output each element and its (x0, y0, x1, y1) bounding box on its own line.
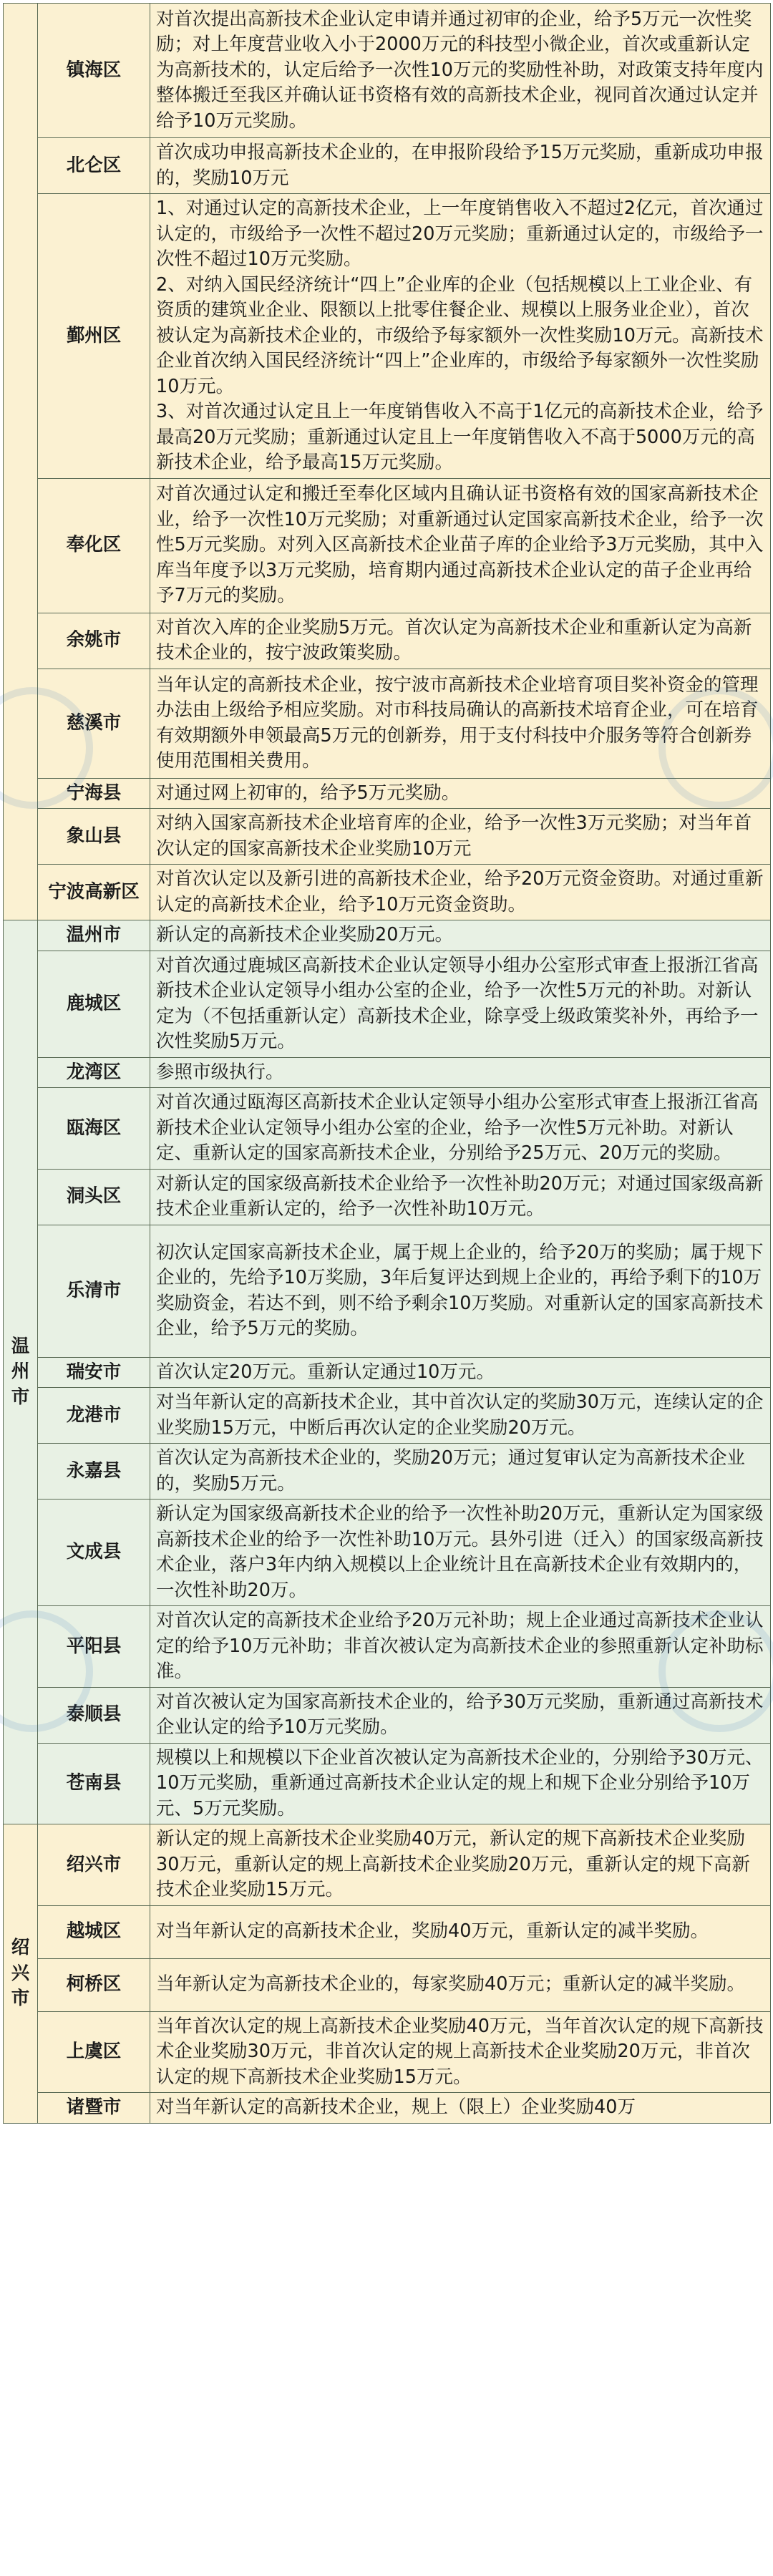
table-row (4, 1958, 771, 2011)
city-cell: 温州市 (4, 920, 38, 1824)
district-cell: 宁波高新区 (38, 865, 150, 920)
table-row (4, 1687, 771, 1743)
policy-paragraph: 对首次被认定为国家高新技术企业的，给予30万元奖励，重新通过高新技术企业认定的给予10万元奖励。 (156, 1691, 764, 1738)
policy-description-cell (150, 2093, 771, 2124)
district-cell: 鹿城区 (38, 951, 150, 1057)
policy-paragraph: 对首次通过鹿城区高新技术企业认定领导小组办公室形式审查上报浙江省高新技术企业认定领导小组办公室的企业，给予一次性5万元的补助。对新认定为（不包括重新认定）高新技术企业，除享受上级政策奖补外，再给予一次性奖励5万元。 (156, 954, 759, 1052)
table-row (4, 865, 771, 920)
policy-paragraph: 对当年新认定的高新技术企业，奖励40万元，重新认定的减半奖励。 (156, 1920, 709, 1943)
policy-description-cell (150, 1500, 771, 1606)
table-row (4, 669, 771, 778)
policy-description-cell (150, 951, 771, 1057)
policy-description-cell (150, 613, 771, 669)
policy-description-cell (150, 809, 771, 865)
district-cell: 宁海县 (38, 778, 150, 809)
policy-paragraph: 对当年新认定的高新技术企业，其中首次认定的奖励30万元，连续认定的企业奖励15万元，中断后再次认定的企业奖励20万元。 (156, 1391, 764, 1439)
policy-table (3, 3, 771, 2124)
city-cell (4, 4, 38, 920)
policy-description-cell (150, 1606, 771, 1688)
policy-description-cell (150, 778, 771, 809)
table-row (4, 920, 771, 951)
policy-description-cell (150, 1088, 771, 1170)
table-row (4, 1388, 771, 1444)
table-row (4, 809, 771, 865)
district-cell: 苍南县 (38, 1743, 150, 1824)
district-cell: 柯桥区 (38, 1958, 150, 2011)
district-cell: 温州市 (38, 920, 150, 951)
district-cell: 绍兴市 (38, 1824, 150, 1906)
policy-paragraph: 2、对纳入国民经济统计“四上”企业库的企业（包括规模以上工业企业、有资质的建筑业企业、限额以上批零住餐企业、规模以上服务业企业），首次被认定为高新技术企业的，市级给予每家额外一次性奖励10万元。高新技术企业首次纳入国民经济统计“四上”企业库的，市级给予每家额外一次性奖励10万元。 (156, 273, 764, 397)
policy-paragraph: 对当年新认定的高新技术企业，规上（限上）企业奖励40万 (156, 2096, 636, 2118)
table-row (4, 478, 771, 613)
policy-paragraph: 对首次入库的企业奖励5万元。首次认定为高新技术企业和重新认定为高新技术企业的，按宁波政策奖励。 (156, 616, 752, 664)
policy-paragraph: 新认定的高新技术企业奖励20万元。 (156, 924, 453, 946)
district-cell: 平阳县 (38, 1606, 150, 1688)
table-row (4, 1225, 771, 1357)
policy-paragraph: 对首次认定以及新引进的高新技术企业，给予20万元资金资助。对通过重新认定的高新技术企业，给予10万元资金资助。 (156, 868, 764, 915)
district-cell: 龙港市 (38, 1388, 150, 1444)
policy-paragraph: 参照市级执行。 (156, 1061, 284, 1083)
table-row (4, 951, 771, 1057)
policy-description-cell (150, 1169, 771, 1225)
policy-description-cell (150, 194, 771, 479)
district-cell: 泰顺县 (38, 1687, 150, 1743)
table-row (4, 2011, 771, 2093)
policy-description-cell (150, 1357, 771, 1388)
district-cell: 越城区 (38, 1905, 150, 1958)
policy-paragraph: 对通过网上初审的，给予5万元奖励。 (156, 782, 460, 804)
policy-paragraph: 对首次通过认定和搬迁至奉化区域内且确认证书资格有效的国家高新技术企业，给予一次性10万元奖励；对重新通过认定国家高新技术企业，给予一次性5万元奖励。对列入区高新技术企业苗子库的企业给予3万元奖励，其中入库当年度予以3万元奖励，培育期内通过高新技术企业认定的苗子企业再给予7万元的奖励。 (156, 483, 764, 607)
district-cell: 永嘉县 (38, 1444, 150, 1500)
policy-paragraph: 新认定的规上高新技术企业奖励40万元，新认定的规下高新技术企业奖励30万元，重新认定的规上高新技术企业奖励20万元，重新认定的规下高新技术企业奖励15万元。 (156, 1828, 750, 1900)
district-cell: 文成县 (38, 1500, 150, 1606)
table-row (4, 1824, 771, 1906)
policy-paragraph: 当年首次认定的规上高新技术企业奖励40万元，当年首次认定的规下高新技术企业奖励30万元，非首次认定的规上高新技术企业奖励20万元，非首次认定的规下高新技术企业奖励15万元。 (156, 2015, 764, 2088)
district-cell: 奉化区 (38, 478, 150, 613)
policy-paragraph: 对新认定的国家级高新技术企业给予一次性补助20万元；对通过国家级高新技术企业重新认定的，给予一次性补助10万元。 (156, 1172, 764, 1220)
table-row (4, 613, 771, 669)
policy-paragraph: 规模以上和规模以下企业首次被认定为高新技术企业的，分别给予30万元、10万元奖励，重新通过高新技术企业认定的规上和规下企业分别给予10万元、5万元奖励。 (156, 1746, 764, 1819)
district-cell: 洞头区 (38, 1169, 150, 1225)
policy-description-cell (150, 138, 771, 194)
table-row (4, 138, 771, 194)
district-cell: 瓯海区 (38, 1088, 150, 1170)
policy-description-cell (150, 2011, 771, 2093)
policy-paragraph: 1、对通过认定的高新技术企业，上一年度销售收入不超过2亿元，首次通过认定的，市级给予一次性不超过20万元奖励；重新通过认定的，市级给予一次性不超过10万元奖励。 (156, 198, 764, 270)
policy-paragraph: 对首次认定的高新技术企业给予20万元补助；规上企业通过高新技术企业认定的给予10万元补助；非首次被认定为高新技术企业的参照重新认定补助标准。 (156, 1610, 764, 1682)
policy-description-cell (150, 478, 771, 613)
table-row (4, 2093, 771, 2124)
district-cell: 鄞州区 (38, 194, 150, 479)
policy-table-wrapper (3, 3, 770, 2124)
policy-description-cell (150, 1743, 771, 1824)
policy-paragraph: 首次成功申报高新技术企业的，在申报阶段给予15万元奖励，重新成功申报的，奖励10万元 (156, 142, 764, 189)
policy-paragraph: 当年认定的高新技术企业，按宁波市高新技术企业培育项目奖补资金的管理办法由上级给予相应奖励。对市科技局确认的高新技术培育企业，可在培育有效期额外申领最高5万元的创新券，用于支付科技中介服务等符合创新券使用范围相关费用。 (156, 674, 759, 772)
policy-table-body (4, 4, 771, 2124)
policy-description-cell (150, 1687, 771, 1743)
policy-paragraph: 对纳入国家高新技术企业培育库的企业，给予一次性3万元奖励；对当年首次认定的国家高新技术企业奖励10万元 (156, 812, 752, 860)
policy-description-cell (150, 1225, 771, 1357)
policy-paragraph: 对首次提出高新技术企业认定申请并通过初审的企业，给予5万元一次性奖励；对上年度营业收入小于2000万元的科技型小微企业，首次或重新认定为高新技术的，认定后给予一次性10万元的奖励性补助，对政策支持年度内整体搬迁至我区并确认证书资格有效的高新技术企业，视同首次通过认定并给予10万元奖励。 (156, 8, 764, 132)
policy-paragraph: 新认定为国家级高新技术企业的给予一次性补助20万元，重新认定为国家级高新技术企业的给予一次性补助10万元。县外引进（迁入）的国家级高新技术企业，落户3年内纳入规模以上企业统计且在高新技术企业有效期内的，一次性补助20万。 (156, 1503, 764, 1601)
policy-description-cell (150, 4, 771, 138)
table-row (4, 1357, 771, 1388)
table-row (4, 1500, 771, 1606)
table-row (4, 1057, 771, 1088)
policy-description-cell (150, 1824, 771, 1906)
district-cell: 龙湾区 (38, 1057, 150, 1088)
policy-paragraph: 首次认定20万元。重新认定通过10万元。 (156, 1361, 495, 1383)
policy-paragraph: 当年新认定为高新技术企业的，每家奖励40万元；重新认定的减半奖励。 (156, 1973, 745, 1996)
policy-description-cell (150, 1958, 771, 2011)
policy-paragraph: 对首次通过瓯海区高新技术企业认定领导小组办公室形式审查上报浙江省高新技术企业认定领导小组办公室的企业，给予一次性5万元补助。对新认定、重新认定的国家高新技术企业，分别给予25万元、20万元的奖励。 (156, 1092, 759, 1164)
district-cell: 象山县 (38, 809, 150, 865)
policy-description-cell (150, 1905, 771, 1958)
policy-description-cell (150, 1388, 771, 1444)
table-row (4, 4, 771, 138)
district-cell: 慈溪市 (38, 669, 150, 778)
policy-description-cell (150, 1057, 771, 1088)
policy-description-cell (150, 669, 771, 778)
district-cell: 余姚市 (38, 613, 150, 669)
table-row (4, 778, 771, 809)
policy-description-cell (150, 1444, 771, 1500)
policy-paragraph: 3、对首次通过认定且上一年度销售收入不高于1亿元的高新技术企业，给予最高20万元奖励；重新通过认定且上一年度销售收入不高于5000万元的高新技术企业，给予最高15万元奖励。 (156, 401, 764, 473)
district-cell: 诸暨市 (38, 2093, 150, 2124)
district-cell: 镇海区 (38, 4, 150, 138)
district-cell: 北仑区 (38, 138, 150, 194)
district-cell: 上虞区 (38, 2011, 150, 2093)
table-row (4, 1905, 771, 1958)
table-row (4, 194, 771, 479)
policy-description-cell (150, 920, 771, 951)
table-row (4, 1444, 771, 1500)
policy-paragraph: 首次认定为高新技术企业的，奖励20万元；通过复审认定为高新技术企业的，奖励5万元。 (156, 1447, 745, 1494)
district-cell: 乐清市 (38, 1225, 150, 1357)
policy-paragraph: 初次认定国家高新技术企业，属于规上企业的，给予20万的奖励；属于规下企业的，先给予10万奖励，3年后复评达到规上企业的，再给予剩下的10万奖励资金，若达不到，则不给予剩余10万奖励。对重新认定的国家高新技术企业，给予5万元的奖励。 (156, 1241, 764, 1339)
table-row (4, 1169, 771, 1225)
table-row (4, 1088, 771, 1170)
policy-description-cell (150, 865, 771, 920)
table-row (4, 1606, 771, 1688)
table-row (4, 1743, 771, 1824)
city-cell: 绍兴市 (4, 1824, 38, 2124)
district-cell: 瑞安市 (38, 1357, 150, 1388)
